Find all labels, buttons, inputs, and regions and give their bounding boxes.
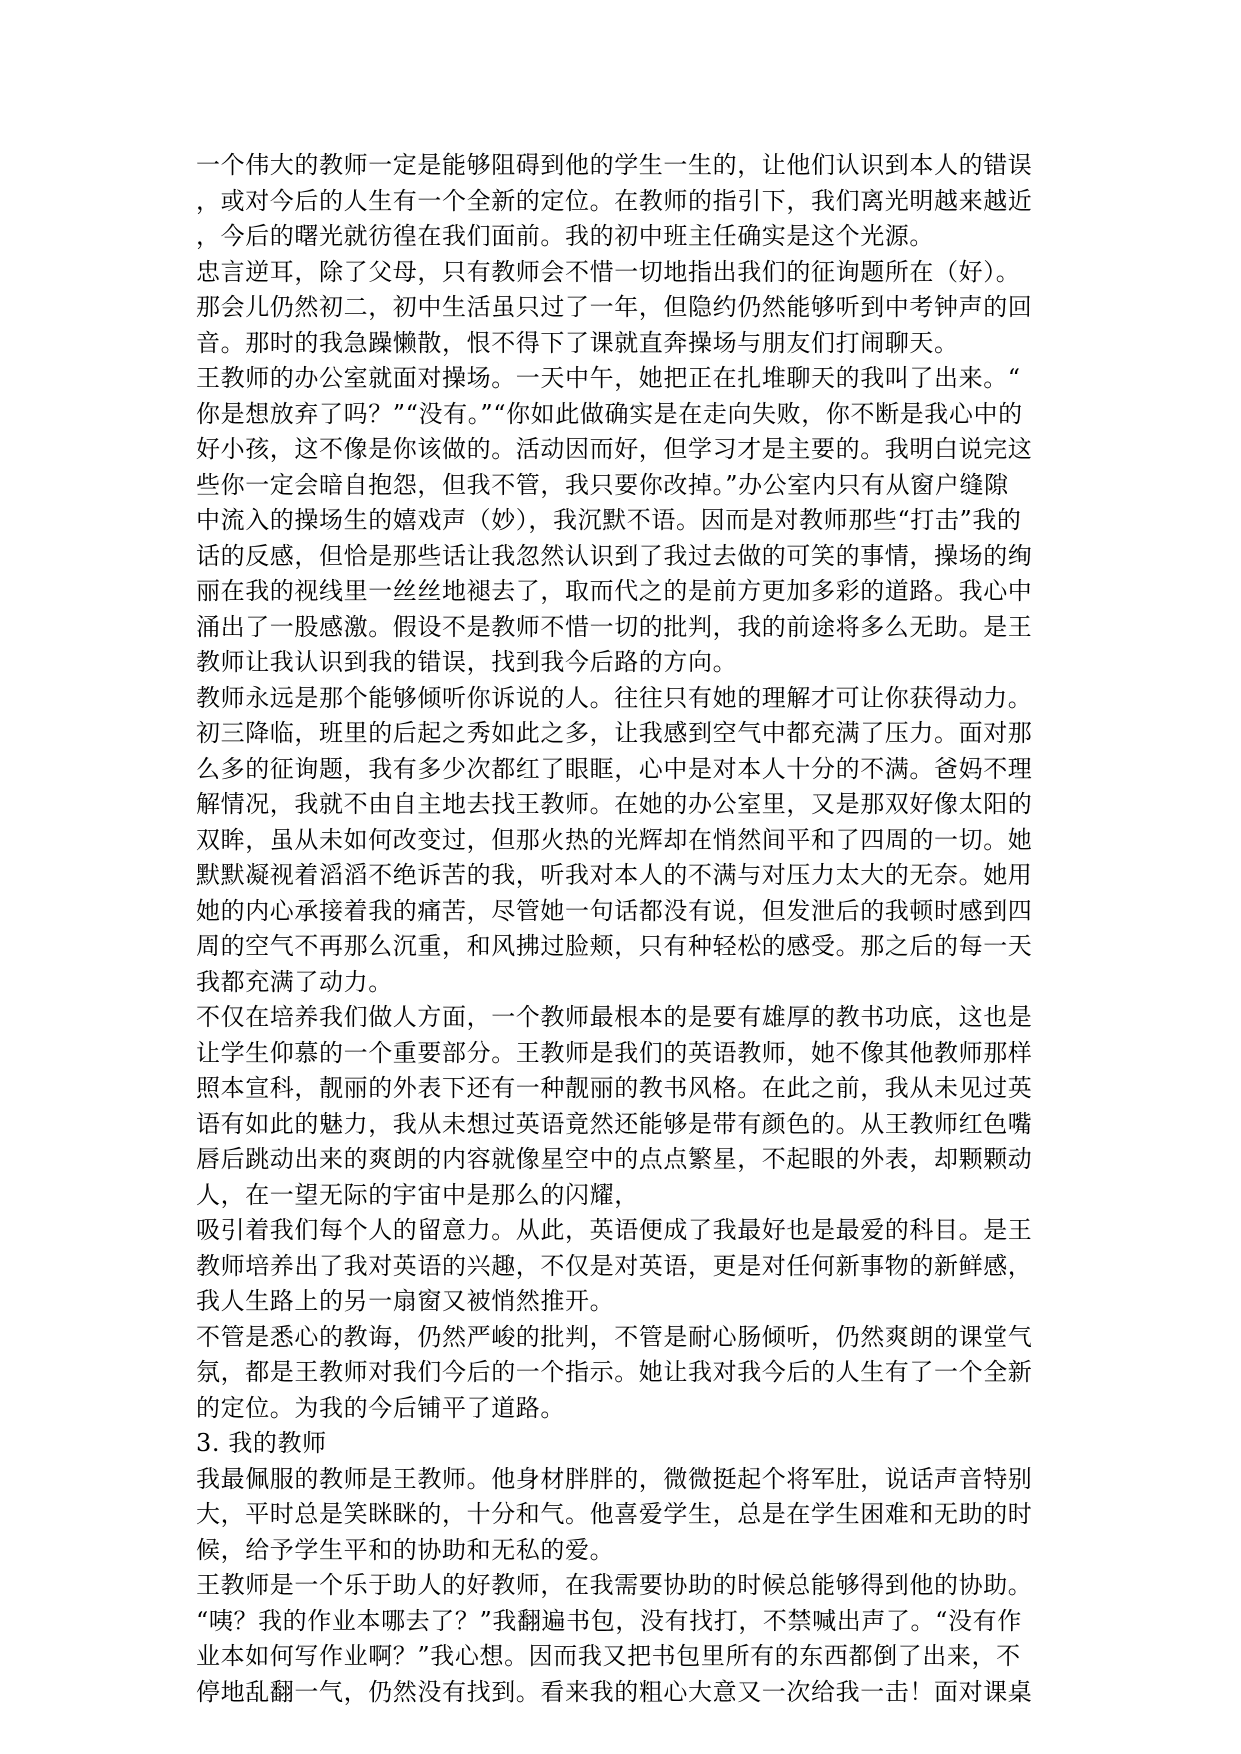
text-line: 些你一定会暗自抱怨，但我不管，我只要你改掉。”办公室内只有从窗户缝隙 [196, 470, 1009, 499]
text-line: 不仅在培养我们做人方面，一个教师最根本的是要有雄厚的教书功底，这也是 [196, 1003, 1033, 1031]
text-line: 涌出了一股感激。假设不是教师不惜一切的批判，我的前途将多么无助。是王 [196, 612, 1033, 641]
text-line: 候，给予学生平和的协助和无私的爱。 [196, 1535, 615, 1564]
text-line: ，今后的曙光就彷徨在我们面前。我的初中班主任确实是这个光源。 [196, 222, 934, 250]
text-line: ，或对今后的人生有一个全新的定位。在教师的指引下，我们离光明越来越近 [196, 186, 1033, 215]
text-line: 让学生仰慕的一个重要部分。王教师是我们的英语教师，她不像其他教师那样 [196, 1038, 1033, 1067]
text-line: 丽在我的视线里一丝丝地褪去了，取而代之的是前方更加多彩的道路。我心中 [196, 577, 1033, 605]
text-line: 中流入的操场生的嬉戏声（妙），我沉默不语。因而是对教师那些“打击”我的 [196, 506, 1022, 534]
text-line: 话的反感，但恰是那些话让我忽然认识到了我过去做的可笑的事情，操场的绚 [196, 541, 1033, 570]
text-line: 周的空气不再那么沉重，和风拂过脸颊，只有种轻松的感受。那之后的每一天 [196, 932, 1033, 960]
text-line: 初三降临，班里的后起之秀如此之多，让我感到空气中都充满了压力。面对那 [196, 719, 1033, 747]
text-line: 忠言逆耳，除了父母，只有教师会不惜一切地指出我们的征询题所在（好）。 [196, 257, 1021, 286]
text-line: 解情况，我就不由自主地去找王教师。在她的办公室里，又是那双好像太阳的 [196, 790, 1033, 818]
text-line: 好小孩，这不像是你该做的。活动因而好，但学习才是主要的。我明白说完这 [196, 435, 1033, 463]
text-line: 人，在一望无际的宇宙中是那么的闪耀， [196, 1180, 639, 1209]
text-line: 氛，都是王教师对我们今后的一个指示。她让我对我今后的人生有了一个全新 [196, 1358, 1033, 1386]
text-line: 大，平时总是笑眯眯的，十分和气。他喜爱学生，总是在学生困难和无助的时 [196, 1500, 1033, 1528]
text-line: 吸引着我们每个人的留意力。从此，英语便成了我最好也是最爱的科目。是王 [196, 1216, 1033, 1244]
text-line: 照本宣科，靓丽的外表下还有一种靓丽的教书风格。在此之前，我从未见过英 [196, 1074, 1033, 1102]
text-line: 业本如何写作业啊？”我心想。因而我又把书包里所有的东西都倒了出来，不 [196, 1642, 1021, 1670]
text-line: 默默凝视着滔滔不绝诉苦的我，听我对本人的不满与对压力太大的无奈。她用 [196, 861, 1033, 889]
text-line: 停地乱翻一气，仍然没有找到。看来我的粗心大意又一次给我一击！面对课桌 [196, 1677, 1033, 1706]
text-line: 教师永远是那个能够倾听你诉说的人。往往只有她的理解才可让你获得动力。 [196, 683, 1033, 712]
text-line: 你是想放弃了吗？”“没有。”“你如此做确实是在走向失败，你不断是我心中的 [196, 399, 1023, 428]
text-line: 一个伟大的教师一定是能够阻碍到他的学生一生的，让他们认识到本人的错误 [196, 151, 1033, 179]
text-line: 我最佩服的教师是王教师。他身材胖胖的，微微挺起个将军肚，说话声音特别 [196, 1464, 1033, 1493]
text-line: 我都充满了动力。 [196, 967, 393, 996]
text-line: 王教师的办公室就面对操场。一天中午，她把正在扎堆聊天的我叫了出来。“ [196, 364, 1021, 392]
text-line: 语有如此的魅力，我从未想过英语竟然还能够是带有颜色的。从王教师红色嘴 [196, 1109, 1033, 1138]
text-line: 唇后跳动出来的爽朗的内容就像星空中的点点繁星，不起眼的外表，却颗颗动 [196, 1145, 1033, 1173]
text-line: 教师让我认识到我的错误，找到我今后路的方向。 [196, 648, 738, 676]
text-line: 不管是悉心的教诲，仍然严峻的批判，不管是耐心肠倾听，仍然爽朗的课堂气 [196, 1322, 1033, 1351]
document-page [196, 148, 1056, 1710]
section-heading: 3. 我的教师 [196, 1429, 327, 1457]
text-line: 我人生路上的另一扇窗又被悄然推开。 [196, 1287, 615, 1315]
text-line: 那会儿仍然初二，初中生活虽只过了一年，但隐约仍然能够听到中考钟声的回 [196, 293, 1033, 321]
text-line: 么多的征询题，我有多少次都红了眼眶，心中是对本人十分的不满。爸妈不理 [196, 754, 1033, 783]
text-line: 的定位。为我的今后铺平了道路。 [196, 1393, 565, 1422]
text-line: 教师培养出了我对英语的兴趣，不仅是对英语，更是对任何新事物的新鲜感， [196, 1251, 1033, 1280]
text-line: 王教师是一个乐于助人的好教师，在我需要协助的时候总能够得到他的协助。 [196, 1571, 1033, 1599]
text-line: 音。那时的我急躁懒散，恨不得下了课就直奔操场与朋友们打闹聊天。 [196, 328, 959, 357]
text-line: “咦？我的作业本哪去了？”我翻遍书包，没有找打，不禁喊出声了。“没有作 [196, 1606, 1022, 1635]
text-line: 她的内心承接着我的痛苦，尽管她一句话都没有说，但发泄后的我顿时感到四 [196, 896, 1033, 925]
text-line: 双眸，虽从未如何改变过，但那火热的光辉却在悄然间平和了四周的一切。她 [196, 825, 1033, 854]
